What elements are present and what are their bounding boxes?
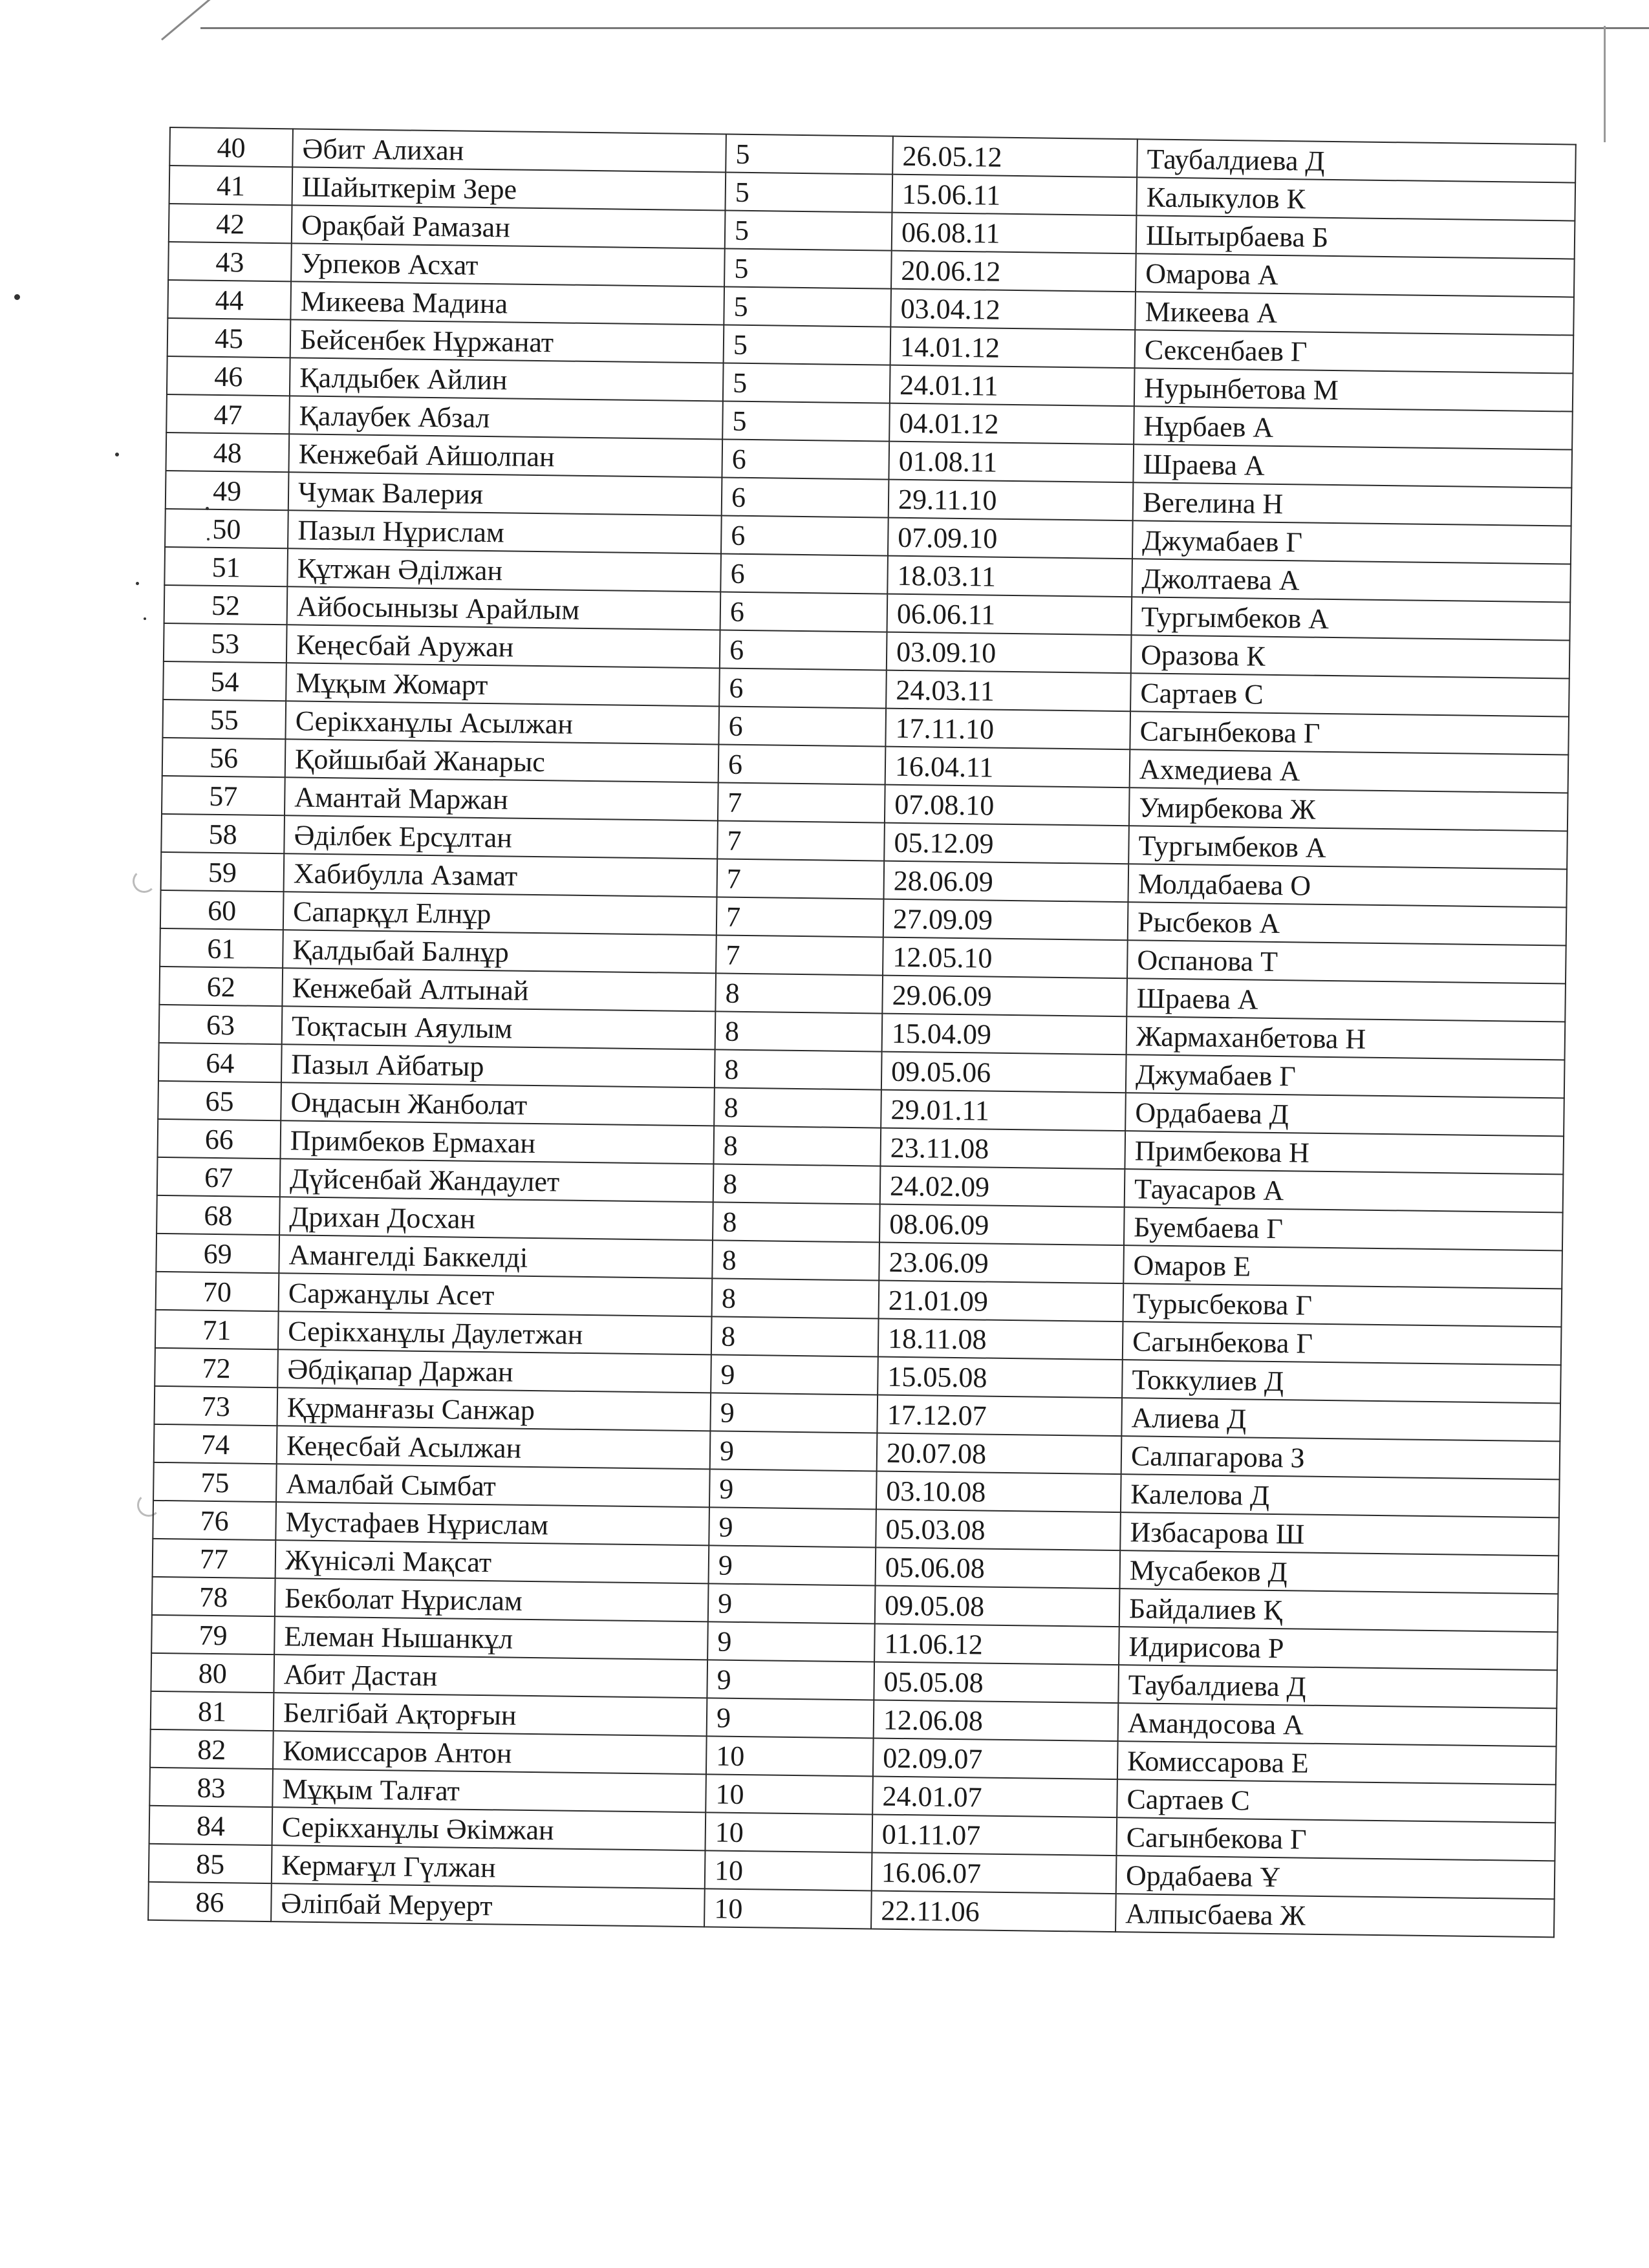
grade-cell: 9 (711, 1354, 878, 1395)
row-number-cell: 55 (162, 700, 286, 739)
teacher-name-cell: Шытырбаева Б (1136, 215, 1575, 259)
row-number-cell: 41 (169, 166, 293, 205)
row-number-cell: 56 (162, 738, 286, 777)
student-table-body (148, 127, 1576, 1937)
date-cell: 29.01.11 (881, 1090, 1126, 1131)
date-cell: 03.04.12 (890, 289, 1136, 330)
row-number-cell: 77 (153, 1539, 276, 1578)
row-number-cell: 85 (149, 1844, 272, 1883)
teacher-name-cell: Калелова Д (1121, 1474, 1560, 1517)
student-name-cell: Бекболат Нұрислам (275, 1578, 709, 1621)
date-cell: 17.11.10 (885, 709, 1130, 750)
grade-cell: 7 (717, 859, 885, 899)
teacher-name-cell: Оразова К (1131, 635, 1570, 678)
student-name-cell: Құтжан Әділжан (287, 548, 721, 592)
row-number-cell: 70 (156, 1272, 279, 1311)
student-name-cell: Әбдіқапар Даржан (277, 1349, 711, 1393)
student-name-cell: Шайыткерім Зере (292, 167, 726, 210)
teacher-name-cell: Комиссарова Е (1117, 1741, 1557, 1784)
grade-cell: 9 (708, 1583, 876, 1623)
teacher-name-cell: Алпысбаева Ж (1116, 1894, 1555, 1937)
teacher-name-cell: Сексенбаев Г (1135, 330, 1574, 373)
teacher-name-cell: Токкулиев Д (1122, 1360, 1561, 1403)
row-number-cell: 52 (164, 585, 288, 625)
row-number-cell: 51 (164, 547, 288, 586)
student-name-cell: Кенжебай Алтынай (282, 968, 716, 1011)
student-name-cell: Дрихан Досхан (279, 1197, 713, 1240)
date-cell: 18.03.11 (887, 556, 1132, 597)
grade-cell: 8 (712, 1278, 879, 1318)
date-cell: 24.02.09 (880, 1166, 1125, 1208)
teacher-name-cell: Алиева Д (1121, 1398, 1560, 1441)
student-name-cell: Пазыл Айбатыр (281, 1044, 715, 1087)
row-number-cell: 47 (166, 394, 290, 434)
date-cell: 07.09.10 (888, 518, 1133, 559)
grade-cell: 9 (709, 1545, 876, 1585)
student-name-cell: Тоқтасын Аяулым (282, 1006, 716, 1049)
row-number-cell: 68 (156, 1195, 280, 1235)
grade-cell: 9 (709, 1469, 877, 1509)
student-name-cell: Хабибулла Азамат (284, 853, 718, 897)
grade-cell: 6 (718, 706, 886, 746)
row-number-cell: 59 (161, 852, 285, 892)
grade-cell: 10 (706, 1774, 873, 1814)
grade-cell: 9 (709, 1507, 876, 1547)
teacher-name-cell: Амандосова А (1118, 1703, 1557, 1746)
scan-speck (144, 617, 146, 620)
teacher-name-cell: Шраева А (1126, 978, 1566, 1022)
grade-cell: 7 (717, 897, 884, 937)
scan-speck (136, 582, 139, 585)
student-name-cell: Кермағұл Гүлжан (272, 1845, 706, 1888)
student-name-cell: Примбеков Ермахан (281, 1120, 715, 1164)
date-cell: 01.08.11 (889, 442, 1134, 483)
date-cell: 21.01.09 (879, 1281, 1124, 1322)
date-cell: 12.05.10 (883, 937, 1128, 979)
student-name-cell: Пазыл Нұрислам (288, 510, 722, 553)
student-name-cell: Мұқым Жомарт (286, 663, 720, 706)
row-number-cell: 57 (162, 776, 285, 815)
row-number-cell: 69 (156, 1234, 279, 1273)
grade-cell: 8 (713, 1126, 881, 1166)
date-cell: 08.06.09 (879, 1204, 1125, 1246)
date-cell: 17.12.07 (877, 1395, 1122, 1437)
student-name-cell: Чумак Валерия (288, 472, 722, 515)
date-cell: 05.03.08 (876, 1510, 1121, 1551)
row-number-cell: 49 (166, 471, 289, 510)
row-number-cell: 79 (151, 1615, 275, 1654)
date-cell: 09.05.08 (875, 1586, 1120, 1627)
student-name-cell: Әліпбай Меруерт (271, 1883, 705, 1927)
grade-cell: 8 (712, 1240, 879, 1280)
grade-cell: 5 (725, 173, 892, 213)
date-cell: 16.06.07 (872, 1852, 1117, 1894)
teacher-name-cell: Омаров Е (1123, 1245, 1562, 1289)
teacher-name-cell: Салпагарова З (1121, 1436, 1560, 1479)
student-name-cell: Мустафаев Нұрислам (275, 1502, 709, 1545)
grade-cell: 8 (711, 1316, 879, 1356)
teacher-name-cell: Джумабаев Г (1126, 1054, 1565, 1098)
student-name-cell: Әділбек Ерсұлтан (284, 815, 718, 859)
grade-cell: 6 (722, 439, 889, 479)
student-name-cell: Мұқым Талғат (272, 1769, 706, 1812)
teacher-name-cell: Жармаханбетова Н (1126, 1016, 1566, 1060)
grade-cell: 6 (720, 630, 887, 670)
grade-cell: 9 (707, 1621, 875, 1662)
teacher-name-cell: Умирбекова Ж (1129, 787, 1568, 831)
student-name-cell: Кеңесбай Аружан (286, 625, 720, 668)
teacher-name-cell: Мусабеков Д (1119, 1550, 1558, 1594)
grade-cell: 6 (722, 477, 889, 517)
date-cell: 23.06.09 (879, 1243, 1124, 1284)
date-cell: 20.07.08 (877, 1433, 1122, 1475)
student-name-cell: Серікханұлы Әкімжан (272, 1807, 706, 1850)
teacher-name-cell: Идирисова Р (1119, 1627, 1558, 1670)
teacher-name-cell: Шраева А (1133, 444, 1572, 487)
scan-edge-top (200, 27, 1649, 29)
grade-cell: 6 (721, 515, 889, 555)
date-cell: 23.11.08 (880, 1128, 1125, 1170)
row-number-cell: 66 (158, 1119, 281, 1159)
row-number-cell: 61 (160, 928, 283, 968)
date-cell: 02.09.07 (873, 1738, 1118, 1779)
row-number-cell: 64 (158, 1043, 282, 1082)
student-name-cell: Серікханұлы Асылжан (285, 701, 719, 744)
grade-cell: 5 (724, 287, 891, 327)
scan-edge-folded-corner (161, 0, 232, 41)
teacher-name-cell: Нурынбетова М (1134, 368, 1573, 411)
date-cell: 05.06.08 (876, 1548, 1121, 1589)
grade-cell: 10 (705, 1850, 872, 1890)
student-name-cell: Кеңесбай Асылжан (277, 1426, 711, 1469)
grade-cell: 8 (713, 1202, 880, 1242)
teacher-name-cell: Избасарова Ш (1120, 1512, 1559, 1556)
grade-cell: 8 (715, 1049, 882, 1089)
date-cell: 26.05.12 (892, 136, 1137, 178)
row-number-cell: 84 (149, 1806, 273, 1845)
date-cell: 14.01.12 (890, 327, 1136, 369)
row-number-cell: 60 (160, 890, 284, 930)
teacher-name-cell: Сагынбекова Г (1123, 1321, 1562, 1365)
row-number-cell: 63 (159, 1005, 283, 1044)
student-name-cell: Микеева Мадина (290, 281, 724, 325)
student-table (147, 127, 1577, 1938)
row-number-cell: 40 (169, 127, 293, 167)
grade-cell: 10 (706, 1736, 874, 1776)
student-name-cell: Жүнісәлі Мақсат (275, 1540, 709, 1583)
grade-cell: 8 (715, 973, 883, 1013)
teacher-name-cell: Микеева А (1135, 292, 1574, 335)
teacher-name-cell: Турысбекова Г (1123, 1283, 1562, 1327)
date-cell: 09.05.06 (881, 1052, 1126, 1093)
grade-cell: 9 (707, 1698, 874, 1738)
teacher-name-cell: Таубалдиева Д (1137, 139, 1576, 182)
student-name-cell: Қалдыбай Балнұр (283, 930, 717, 973)
teacher-name-cell: Таубалдиева Д (1118, 1665, 1557, 1708)
row-number-cell: 44 (167, 280, 291, 319)
teacher-name-cell: Нұрбаев А (1134, 406, 1573, 449)
teacher-name-cell: Сагынбекова Г (1116, 1817, 1555, 1861)
row-number-cell: 82 (150, 1729, 274, 1769)
row-number-cell: 67 (157, 1157, 281, 1197)
grade-cell: 8 (715, 1011, 883, 1051)
student-name-cell: Саржанұлы Асет (279, 1273, 713, 1316)
teacher-name-cell: Сартаев С (1130, 673, 1569, 716)
row-number-cell: 58 (161, 814, 285, 853)
grade-cell: 5 (726, 134, 893, 175)
student-name-cell: Серікханұлы Даулетжан (278, 1311, 712, 1354)
grade-cell: 5 (723, 363, 890, 403)
student-name-cell: Кенжебай Айшолпан (288, 434, 722, 477)
student-name-cell: Айбосынызы Арайлым (287, 586, 721, 630)
row-number-cell: 45 (167, 318, 291, 358)
grade-cell: 5 (724, 325, 891, 365)
student-name-cell: Бейсенбек Нұржанат (290, 319, 724, 363)
date-cell: 20.06.12 (891, 251, 1136, 292)
row-number-cell: 74 (154, 1424, 277, 1464)
grade-cell: 9 (710, 1431, 878, 1471)
row-number-cell: 65 (158, 1081, 281, 1120)
teacher-name-cell: Рысбеков А (1128, 902, 1567, 945)
date-cell: 24.01.07 (872, 1776, 1117, 1817)
row-number-cell: 54 (163, 661, 286, 701)
grade-cell: 6 (718, 744, 886, 784)
grade-cell: 9 (707, 1660, 874, 1700)
date-cell: 03.10.08 (876, 1471, 1121, 1513)
grade-cell: 7 (716, 935, 883, 975)
row-number-cell: 43 (168, 242, 292, 281)
teacher-name-cell: Сартаев С (1117, 1779, 1556, 1823)
row-number-cell: 62 (159, 967, 283, 1006)
student-name-cell: Амангелді Баккелді (279, 1235, 713, 1278)
grade-cell: 7 (718, 782, 885, 822)
date-cell: 15.06.11 (892, 175, 1137, 216)
grade-cell: 6 (720, 592, 888, 632)
student-name-cell: Амалбай Сымбат (276, 1464, 710, 1507)
date-cell: 05.05.08 (874, 1662, 1119, 1703)
row-number-cell: 53 (164, 623, 287, 663)
date-cell: 29.06.09 (882, 976, 1127, 1017)
teacher-name-cell: Ордабаева Д (1125, 1093, 1564, 1136)
teacher-name-cell: Ордабаева Ұ (1116, 1856, 1555, 1899)
row-number-cell: 86 (148, 1882, 272, 1921)
row-number-cell: 83 (149, 1768, 273, 1807)
grade-cell: 8 (713, 1164, 881, 1204)
row-number-cell: 80 (151, 1653, 274, 1693)
date-cell: 29.11.10 (889, 480, 1134, 521)
teacher-name-cell: Вегелина Н (1133, 482, 1572, 526)
teacher-name-cell: Сагынбекова Г (1130, 711, 1569, 754)
date-cell: 11.06.12 (874, 1623, 1119, 1665)
grade-cell: 9 (710, 1393, 878, 1433)
grade-cell: 7 (717, 820, 885, 861)
date-cell: 01.11.07 (872, 1814, 1117, 1856)
date-cell: 03.09.10 (887, 632, 1132, 674)
date-cell: 06.08.11 (892, 213, 1137, 254)
teacher-name-cell: Молдабаева О (1128, 864, 1567, 907)
teacher-name-cell: Омарова А (1136, 253, 1575, 297)
date-cell: 07.08.10 (885, 785, 1130, 826)
grade-cell: 5 (725, 211, 892, 251)
student-name-cell: Дүйсенбай Жандаулет (280, 1159, 714, 1202)
date-cell: 24.01.11 (890, 365, 1135, 407)
row-number-cell: 75 (153, 1462, 277, 1502)
teacher-name-cell: Байдалиев Қ (1119, 1589, 1558, 1632)
date-cell: 22.11.06 (871, 1890, 1116, 1932)
row-number-cell: 76 (153, 1501, 276, 1540)
grade-cell: 5 (724, 249, 892, 289)
student-name-cell: Елеман Нышанкұл (274, 1616, 708, 1660)
teacher-name-cell: Тургымбеков А (1128, 826, 1568, 869)
row-number-cell: 48 (166, 433, 290, 472)
student-name-cell: Белгібай Ақторғын (274, 1693, 707, 1736)
row-number-cell: 72 (155, 1348, 278, 1387)
teacher-name-cell: Примбекова Н (1125, 1131, 1564, 1174)
teacher-name-cell: Ахмедиева А (1130, 749, 1569, 793)
student-name-cell: Урпеков Асхат (291, 243, 725, 286)
student-name-cell: Амантай Маржан (285, 777, 718, 820)
grade-cell: 6 (720, 553, 888, 594)
date-cell: 28.06.09 (883, 861, 1128, 903)
date-cell: 05.12.09 (884, 823, 1129, 864)
scan-speck (14, 294, 20, 300)
student-name-cell: Сапарқұл Елнұр (283, 892, 717, 935)
grade-cell: 6 (719, 668, 887, 708)
row-number-cell: 73 (154, 1386, 277, 1426)
student-name-cell: Қалаубек Абзал (289, 396, 723, 439)
row-number-cell: 81 (151, 1691, 274, 1731)
row-number-cell: 78 (152, 1577, 275, 1616)
student-name-cell: Комиссаров Антон (273, 1731, 707, 1774)
date-cell: 15.05.08 (878, 1357, 1123, 1398)
scan-edge-right (1604, 26, 1606, 142)
student-name-cell: Оңдасын Жанболат (281, 1082, 715, 1126)
grade-cell: 10 (705, 1812, 872, 1852)
row-number-cell: 50 (165, 509, 288, 548)
date-cell: 27.09.09 (883, 899, 1128, 941)
grade-cell: 10 (704, 1888, 872, 1929)
student-name-cell: Құрманғазы Санжар (277, 1387, 711, 1431)
teacher-name-cell: Калыкулов К (1136, 177, 1575, 220)
student-name-cell: Әбит Алихан (292, 129, 726, 172)
student-name-cell: Қалдыбек Айлин (290, 358, 724, 401)
teacher-name-cell: Оспанова Т (1127, 940, 1566, 983)
grade-cell: 5 (722, 401, 890, 441)
teacher-name-cell: Буембаева Г (1124, 1207, 1563, 1250)
date-cell: 15.04.09 (882, 1014, 1127, 1055)
student-table-wrapper (147, 127, 1577, 1938)
punch-hole-mark (133, 870, 156, 893)
date-cell: 06.06.11 (887, 594, 1132, 636)
date-cell: 04.01.12 (889, 403, 1134, 445)
row-number-cell: 46 (167, 356, 290, 396)
student-name-cell: Абит Дастан (274, 1654, 707, 1698)
teacher-name-cell: Тауасаров А (1125, 1169, 1564, 1212)
teacher-name-cell: Джумабаев Г (1132, 520, 1571, 564)
date-cell: 24.03.11 (886, 670, 1131, 712)
teacher-name-cell: Тургымбеков А (1132, 597, 1571, 640)
student-name-cell: Қойшыбай Жанарыс (285, 739, 719, 782)
scan-speck (115, 453, 119, 456)
teacher-name-cell: Джолтаева А (1132, 559, 1571, 602)
row-number-cell: 71 (155, 1310, 279, 1349)
date-cell: 16.04.11 (885, 747, 1130, 788)
grade-cell: 8 (714, 1087, 881, 1128)
student-name-cell: Орақбай Рамазан (292, 205, 726, 248)
row-number-cell: 42 (169, 204, 292, 243)
date-cell: 18.11.08 (878, 1319, 1123, 1360)
date-cell: 12.06.08 (874, 1700, 1119, 1741)
